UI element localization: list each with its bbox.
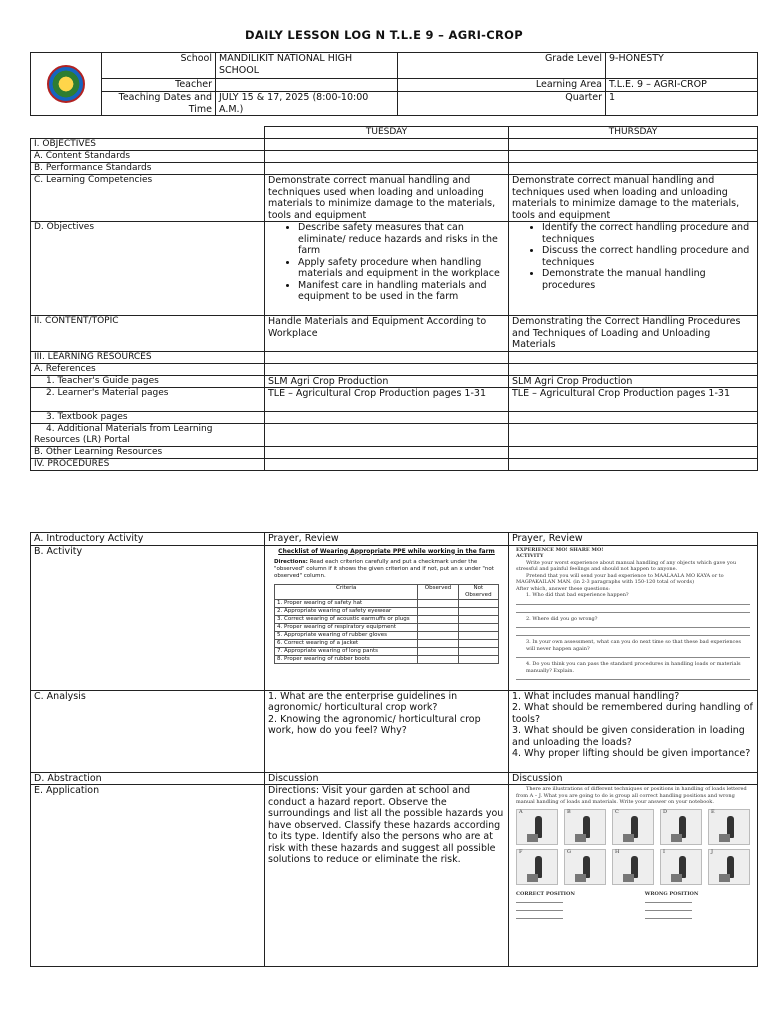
worksheet-heading: EXPERIENCE MO! SHARE MO! [516,546,604,553]
intro-thursday: Prayer, Review [509,533,758,546]
row-d-objectives: D. Objectives [31,222,265,316]
intro-tuesday: Prayer, Review [265,533,509,546]
worksheet-question: 2. Where did you go wrong? [526,615,598,622]
tg-thursday: SLM Agri Crop Production [509,375,758,388]
figure-h: H [612,849,654,885]
worksheet-intro2: Pretend that you will send your bad experience to MAALAALA MO KAYA or to MAGPAKAILAN MAN. (in 2-3 paragraphs with 150-120 total of words) [516,572,724,585]
area-value: T.L.E. 9 – AGRI-CROP [606,79,758,92]
dates-value: JULY 15 & 17, 2025 (8:00-10:00 A.M.) [216,92,398,116]
figure-g: G [564,849,606,885]
correct-position-label: CORRECT POSITION [516,890,575,897]
figure-b: B [564,809,606,845]
school-logo-icon [47,65,85,103]
topic-tuesday: Handle Materials and Equipment According to Workplace [265,316,509,352]
row-analysis: C. Analysis [31,690,265,772]
criteria-item: 4. Proper wearing of respiratory equipment [275,623,418,631]
row-procedures: IV. PROCEDURES [31,459,265,471]
objective-item: • Apply safety procedure when handling materials and equipment in the workplace [298,257,505,280]
worksheet-after: After which, answer these questions: [516,585,610,592]
row-abstraction: D. Abstraction [31,772,265,785]
competencies-tuesday: Demonstrate correct manual handling and techniques used when loading and unloading materials to minimize damage to the materials, tools and equipment [265,175,509,222]
worksheet-question: 3. In your own assessment, what can you do next time so that these bad experiences will never happen again? [526,639,741,652]
ppe-checklist: Checklist of Wearing Appropriate PPE while working in the farm Directions: Read each criterion carefully and put a checkmark under the "observed" column if it shows the given criterion and if not, put an x under "not observed" column. Criteria Observed Not Observed 1. Proper wearing of safety hat 2. Appropriate wearing of safety eyewear 3. Correct wearing of acoustic earmuffs or plugs 4. Proper wearing of respiratory equipment 5. Appropriate wearing of rubber gloves 6. Correct wearing of a jacket 7. Appropriate wearing of long pants 8. Proper wearing of rubber boots [274,548,499,664]
row-content-topic: II. CONTENT/TOPIC [31,316,265,352]
col-not-observed: Not Observed [458,584,498,599]
figure-grid [516,809,750,885]
objective-item: • Demonstrate the manual handling procedures [542,268,754,291]
illustrations-intro: There are illustrations of different techniques or positions in handling of loads lettered from A – J. What you are going to do is group all correct handling positions and wrong manual handling of loads and materials. Write your answer on your notebook. [516,786,747,805]
criteria-item: 8. Proper wearing of rubber boots [275,655,418,663]
row-application: E. Application [31,785,265,967]
analysis-tuesday: 1. What are the enterprise guidelines in agronomic/ horticultural crop work? 2. Knowing the agronomic/ horticultural crop work, how do you feel? Why? [265,690,509,772]
col-criteria: Criteria [275,584,418,599]
activity-thursday [509,545,758,690]
position-columns [516,891,750,923]
abstraction-thursday: Discussion [509,772,758,785]
figure-d: D [660,809,702,845]
row-other-resources: B. Other Learning Resources [31,447,265,459]
worksheet-intro: Write your worst experience about manual handling of any objects which gave you stressful and painful feelings and should not happen to anyone. [516,559,737,572]
figure-i: I [660,849,702,885]
figure-e: E [708,809,750,845]
criteria-item: 2. Appropriate wearing of safety eyewear [275,607,418,615]
experience-worksheet [512,546,754,685]
header-table [30,52,758,116]
school-label: School [102,53,216,79]
quarter-value: 1 [606,92,758,116]
school-logo-cell [31,53,102,116]
row-competencies: C. Learning Competencies [31,175,265,222]
worksheet-sub: ACTIVITY [516,553,544,559]
application-thursday [509,785,758,967]
row-learners-material: 2. Learner's Material pages [31,388,265,412]
objectives-thursday [509,222,758,316]
handling-illustrations [512,785,754,923]
criteria-item: 3. Correct wearing of acoustic earmuffs or plugs [275,615,418,623]
row-performance-standards: B. Performance Standards [31,163,265,175]
row-content-standards: A. Content Standards [31,151,265,163]
lm-thursday: TLE – Agricultural Crop Production pages 1-31 [509,388,758,412]
row-activity: B. Activity [31,545,265,690]
tg-tuesday: SLM Agri Crop Production [265,375,509,388]
objectives-tuesday [265,222,509,316]
worksheet-question: 1. Who did that bad experience happen? [526,592,629,598]
topic-thursday: Demonstrating the Correct Handling Procedures and Techniques of Loading and Unloading Materials [509,316,758,352]
objective-item: • Manifest care in handling materials and equipment to be used in the farm [298,280,505,303]
competencies-thursday: Demonstrate correct manual handling and techniques used when loading and unloading materials to minimize damage to the materials, tools and equipment [509,175,758,222]
area-label: Learning Area [398,79,606,92]
row-introductory: A. Introductory Activity [31,533,265,546]
figure-f: F [516,849,558,885]
procedures-table [30,532,758,967]
figure-j: J [708,849,750,885]
row-learning-resources: III. LEARNING RESOURCES [31,351,265,363]
lm-tuesday: TLE – Agricultural Crop Production pages 1-31 [265,388,509,412]
teacher-label: Teacher [102,79,216,92]
objective-item: • Describe safety measures that can eliminate/ reduce hazards and risks in the farm [298,222,505,257]
application-tuesday: Directions: Visit your garden at school and conduct a hazard report. Observe the surroundings and list all the possible hazards you have observed. Classify these hazards according to its type. Identify also the persons who are at risk with these hazards and suggest all possible solutions to reduce or eliminate the risk. [265,785,509,967]
criteria-item: 5. Appropriate wearing of rubber gloves [275,631,418,639]
figure-a: A [516,809,558,845]
objectives-table [30,126,758,471]
grade-label: Grade Level [398,53,606,79]
dates-label: Teaching Dates and Time [102,92,216,116]
worksheet-question: 4. Do you think you can pass the standard procedures in handling loads or materials manually? Explain. [526,661,741,674]
wrong-position-label: WRONG POSITION [644,890,699,897]
quarter-label: Quarter [398,92,606,116]
criteria-item: 7. Appropriate wearing of long pants [275,647,418,655]
row-textbook: 3. Textbook pages [31,412,265,424]
school-value: MANDILIKIT NATIONAL HIGH SCHOOL [216,53,398,79]
criteria-item: 1. Proper wearing of safety hat [275,599,418,607]
col-observed: Observed [418,584,458,599]
criteria-item: 6. Correct wearing of a jacket [275,639,418,647]
page-title: DAILY LESSON LOG N T.L.E 9 – AGRI-CROP [245,28,523,42]
day-tuesday: TUESDAY [265,127,509,139]
row-teachers-guide: 1. Teacher's Guide pages [31,375,265,388]
grade-value: 9-HONESTY [606,53,758,79]
checklist-title: Checklist of Wearing Appropriate PPE while working in the farm [278,547,495,555]
abstraction-tuesday: Discussion [265,772,509,785]
row-additional: 4. Additional Materials from Learning Resources (LR) Portal [31,424,265,447]
objective-item: • Identify the correct handling procedure and techniques [542,222,754,245]
objective-item: • Discuss the correct handling procedure and techniques [542,245,754,268]
row-objectives: I. OBJECTIVES [31,139,265,151]
row-references: A. References [31,363,265,375]
checklist-table [274,584,499,664]
day-thursday: THURSDAY [509,127,758,139]
teacher-value [216,79,398,92]
figure-c: C [612,809,654,845]
analysis-thursday: 1. What includes manual handling? 2. What should be remembered during handling of tools? 3. What should be given consideration in loading and unloading the loads? 4. Why proper lifting should be given importance? [509,690,758,772]
activity-tuesday [265,545,509,690]
checklist-directions: Read each criterion carefully and put a checkmark under the "observed" column if it shows the given criterion and if not, put an x under "not observed" column. [274,558,494,579]
